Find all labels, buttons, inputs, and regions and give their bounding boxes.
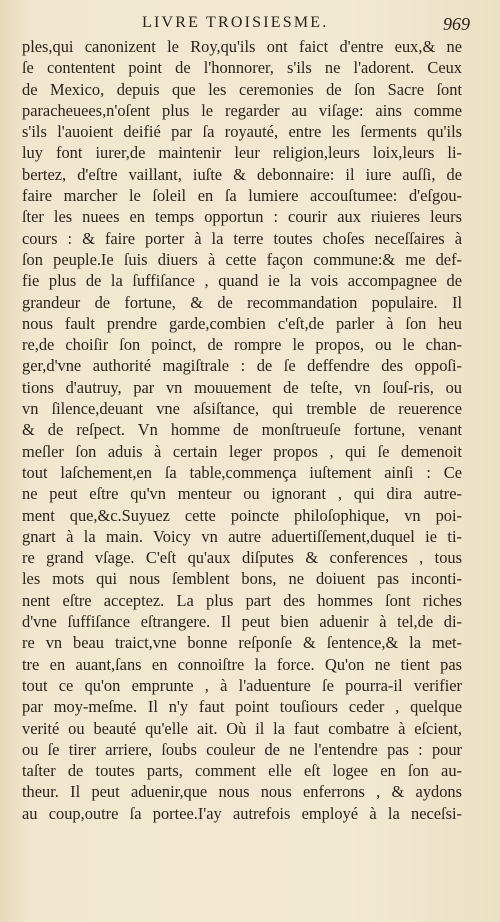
text-line: ſon peuple.Ie ſuis diuers à cette façon commune:& me def- — [22, 249, 462, 269]
text-line: cours : & faire porter à la terre toutes choſes neceſſaires à — [22, 228, 462, 248]
text-line: tout laſchement,en ſa table,commença iuſtement ainſi : Ce — [22, 462, 462, 482]
text-line: ment que,&c.Suyuez cette poincte philoſophique, vn poi- — [22, 505, 462, 525]
text-line: grandeur de fortune, & de recommandation populaire. Il — [22, 292, 462, 312]
text-line: nent eſtre acceptez. La plus part des hommes ſont riches — [22, 590, 462, 610]
running-head — [120, 4, 480, 38]
text-line: re,de choiſir ſon poinct, de rompre le propos, ou le chan- — [22, 335, 462, 355]
text-line: tions d'autruy, par vn mouuement de teſte, vn ſouſ-ris, ou — [22, 377, 462, 397]
text-line: re vn beau traict,vne bonne reſponſe & ſentence,& la met- — [22, 633, 462, 653]
text-line: ples,qui canonizent le Roy,qu'ils ont faict d'entre eux,& ne — [22, 37, 462, 56]
running-title: LIVRE TROISIESME. — [142, 14, 329, 31]
text-line: vn ſilence,deuant vne aſsiſtance, qui tremble de reuerence — [22, 399, 462, 419]
text-line: meſler ſon aduis à certain leger propos , qui ſe demenoit — [22, 441, 462, 461]
text-line: ſe contentent point de l'honnorer, s'ils ne l'adorent. Ceux — [22, 58, 462, 78]
text-line: d'vne ſuffiſance eſtrangere. Il peut bien aduenir à tel,de di- — [22, 612, 462, 632]
text-line: s'ils l'auoient deifié par ſa royauté, entre les ſerments qu'ils — [22, 122, 462, 142]
text-line: nous fault prendre garde,combien c'eſt,de parler à ſon heu — [22, 313, 462, 333]
text-line: re grand vſage. C'eſt qu'aux diſputes & conferences , tous — [22, 548, 462, 568]
text-line: theur. Il peut aduenir,que nous nous enferrons , & aydons — [22, 782, 462, 802]
text-line: taſter de toutes parts, comment elle eſt logee en ſon au- — [22, 761, 462, 781]
text-line: bertez, d'eſtre vaillant, iuſte & debonnaire: il iure auſſi, de — [22, 164, 462, 184]
page-number: 969 — [443, 14, 470, 34]
text-line: & de reſpect. Vn homme de monſtrueuſe fortune, venant — [22, 420, 462, 440]
text-line: fie plus de la ſuffiſance , quand ie la vois accompagnee de — [22, 271, 462, 291]
text-line: au coup,outre ſa portee.I'ay autrefois employé à la neceſsi- — [22, 803, 462, 823]
text-line: ſter les nuees en temps opportun : courir aux riuieres leurs — [22, 207, 462, 227]
text-line: les mots qui nous ſemblent bons, ne doiuent pas inconti- — [22, 569, 462, 589]
text-line: faire marcher le ſoleil en ſa lumiere accouſtumee: d'eſgou- — [22, 186, 462, 206]
text-line: par moy-meſme. Il n'y faut point touſiours ceder , quelque — [22, 697, 462, 717]
text-line: paracheuees,n'oſent plus le regarder au viſage: ains comme — [22, 100, 462, 120]
text-line: de Mexico, depuis que les ceremonies de ſon Sacre ſont — [22, 79, 462, 99]
text-line: gnart à la main. Voicy vn autre aduertiſſement,duquel ie ti- — [22, 526, 462, 546]
text-line: ger,d'vne authorité magiſtrale : de ſe deffendre des oppoſi- — [22, 356, 462, 376]
text-line: verité ou beauté qu'elle ait. Où il la faut combatre à eſcient, — [22, 718, 462, 738]
text-line: ne peut eſtre qu'vn menteur ou ignorant , qui dira autre- — [22, 484, 462, 504]
body-text — [22, 36, 462, 824]
text-line: tout ce qu'on emprunte , à l'aduenture ſe pourra-il verifier — [22, 675, 462, 695]
text-line: luy font iurer,de maintenir leur religion,leurs loix,leurs li- — [22, 143, 462, 163]
text-line: tre en auant,ſans en connoiſtre la force. Qu'on ne tient pas — [22, 654, 462, 674]
text-line: ou ſe tirer arriere, ſoubs couleur de ne l'entendre pas : pour — [22, 739, 462, 759]
